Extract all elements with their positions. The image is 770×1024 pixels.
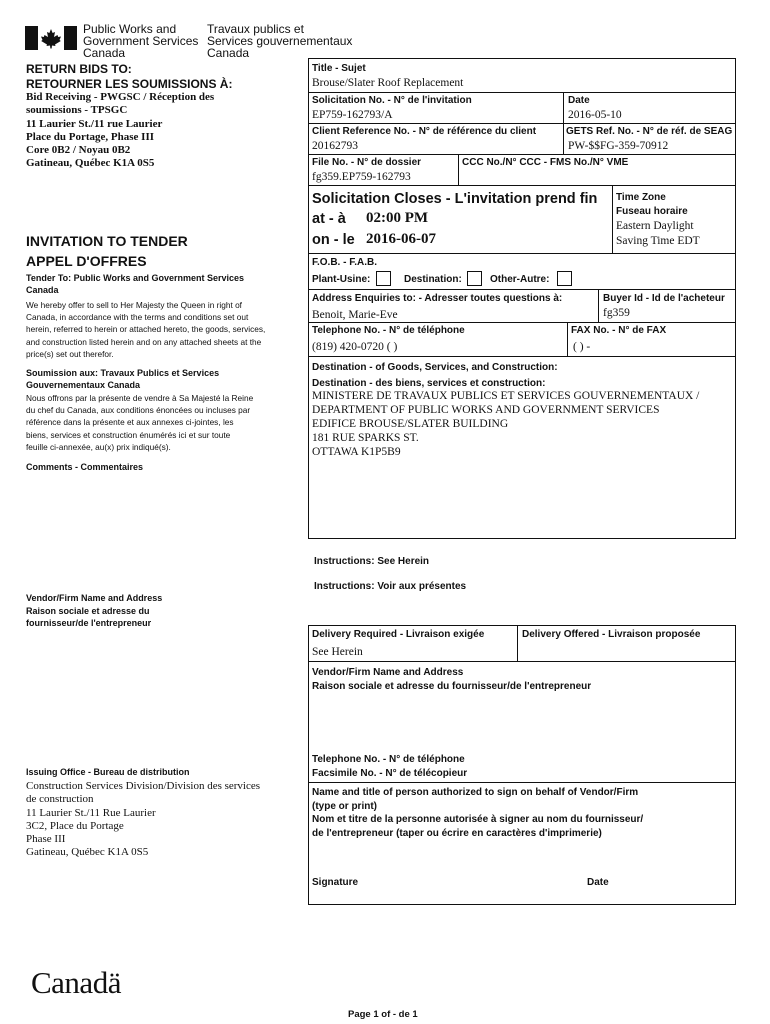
telephone-value: (819) 420-0720 ( )	[312, 341, 398, 353]
delivery-required-label: Delivery Required - Livraison exigée	[312, 629, 485, 640]
gets-reference-label: GETS Ref. No. - N° de réf. de SEAG	[566, 126, 733, 137]
vendor-telephone-label: Telephone No. - N° de téléphone Facsimile No. - N° de télécopieur	[312, 754, 468, 779]
plant-checkbox[interactable]	[376, 271, 391, 286]
canada-wordmark: Canadä	[31, 965, 121, 1000]
page-number: Page 1 of - de 1	[348, 1009, 418, 1020]
tender-statement: We hereby offer to sell to Her Majesty the Queen in right of Canada, in accordance with the terms and conditions set out herein, referred to herein or attached hereto, the goods, services, and construction listed herein and on any attached sheets at the price(s) set out therefor.	[26, 300, 266, 359]
time-zone-value: Eastern Daylight Saving Time EDT	[616, 220, 700, 247]
gets-reference-value: PW-$$FG-359-70912	[568, 140, 669, 152]
vendor-firm-label: Vendor/Firm Name and Address Raison sociale et adresse du fournisseur/de l'entrepreneur	[312, 667, 592, 692]
destination-checkbox[interactable]	[467, 271, 482, 286]
buyer-id-value: fg359	[603, 307, 630, 319]
client-reference-value: 20162793	[312, 140, 358, 152]
fax-label: FAX No. - N° de FAX	[571, 325, 667, 336]
soumission-statement: Nous offrons par la présente de vendre à Sa Majesté la Reine du chef du Canada, aux conditions énoncées ou incluses par référence dans la présente et aux annexes ci-jointes, les biens, services et construction énumérés ici et sur toute feuille ci-annexée, au(x) prix indiqué(s).	[26, 393, 254, 452]
closing-time-value: 02:00 PM	[366, 210, 429, 226]
buyer-id-label: Buyer Id - Id de l'acheteur	[603, 293, 725, 304]
comments-label: Comments - Commentaires	[26, 462, 144, 472]
other-label: Other-Autre:	[490, 274, 550, 285]
fax-value: ( ) -	[573, 341, 591, 353]
closing-date-label: on - le	[312, 232, 355, 248]
destination-goods-label: Destination - of Goods, Services, and Construction: Destination - des biens, services et construction:	[312, 362, 558, 389]
solicitation-closes-label: Solicitation Closes - L'invitation prend fin	[312, 191, 598, 207]
soumission-label: Soumission aux: Travaux Publics et Services Gouvernementaux Canada	[26, 368, 220, 390]
instructions-fr: Instructions: Voir aux présentes	[314, 581, 467, 592]
department-name-fr: Travaux publics et Services gouvernementaux Canada	[207, 22, 353, 60]
vendor-firm-label-left: Vendor/Firm Name and Address Raison sociale et adresse du fournisseur/de l'entrepreneur	[26, 593, 163, 628]
signature-label: Signature	[312, 877, 359, 888]
plant-label: Plant-Usine:	[312, 274, 371, 285]
enquiries-value: Benoit, Marie-Eve	[312, 309, 398, 321]
solicitation-number-label: Solicitation No. - N° de l'invitation	[312, 95, 472, 106]
authorized-signer-label: Name and title of person authorized to sign on behalf of Vendor/Firm (type or print) Nom et titre de la personne autorisée à signer au nom du fournisseur/ de l'entrepreneur (taper ou écrire en caractères d'imprimerie)	[312, 787, 644, 839]
tender-to-label: Tender To: Public Works and Government Services Canada	[26, 273, 245, 295]
return-bids-address: Bid Receiving - PWGSC / Réception des soumissions - TPSGC 11 Laurier St./11 rue Laurier Place du Portage, Phase III Core 0B2 / Noyau 0B2 Gatineau, Québec K1A 0S5	[26, 91, 215, 170]
delivery-required-value: See Herein	[312, 646, 363, 658]
other-checkbox[interactable]	[557, 271, 572, 286]
closing-date-value: 2016-06-07	[366, 231, 436, 247]
file-number-value: fg359.EP759-162793	[312, 171, 411, 183]
issuing-office-address: Construction Services Division/Division des services de construction 11 Laurier St./11 Rue Laurier 3C2, Place du Portage Phase III Gatineau, Québec K1A 0S5	[26, 780, 261, 859]
issuing-office-label: Issuing Office - Bureau de distribution	[26, 767, 190, 777]
client-reference-label: Client Reference No. - N° de référence du client	[312, 126, 537, 137]
time-zone-label: Time Zone Fuseau horaire	[616, 192, 688, 217]
return-bids-heading: RETURN BIDS TO: RETOURNER LES SOUMISSIONS À:	[26, 62, 233, 91]
ccc-number-label: CCC No./N° CCC - FMS No./N° VME	[462, 157, 629, 168]
telephone-label: Telephone No. - N° de téléphone	[312, 325, 465, 336]
title-label: Title - Sujet	[312, 63, 366, 74]
delivery-offered-label: Delivery Offered - Livraison proposée	[522, 629, 701, 640]
title-value: Brouse/Slater Roof Replacement	[312, 77, 464, 89]
file-number-label: File No. - N° de dossier	[312, 157, 422, 168]
fob-label: F.O.B. - F.A.B.	[312, 257, 377, 268]
solicitation-number-value: EP759-162793/A	[312, 109, 393, 121]
canada-flag-icon	[25, 26, 77, 50]
date-label: Date	[568, 95, 590, 106]
closing-time-label: at - à	[312, 211, 346, 227]
enquiries-label: Address Enquiries to: - Adresser toutes questions à:	[312, 293, 563, 304]
date-value: 2016-05-10	[568, 109, 622, 121]
instructions-en: Instructions: See Herein	[314, 556, 430, 567]
destination-address: MINISTERE DE TRAVAUX PUBLICS ET SERVICES GOUVERNEMENTAUX / DEPARTMENT OF PUBLIC WORKS AND GOVERNMENT SERVICES EDIFICE BROUSE/SLATER BUILDING 181 RUE SPARKS ST. OTTAWA K1P5B9	[312, 390, 700, 458]
department-name-en: Public Works and Government Services Canada	[83, 22, 199, 60]
signature-date-label: Date	[587, 877, 609, 888]
destination-label: Destination:	[404, 274, 462, 285]
invitation-title: INVITATION TO TENDER APPEL D'OFFRES	[26, 233, 188, 269]
